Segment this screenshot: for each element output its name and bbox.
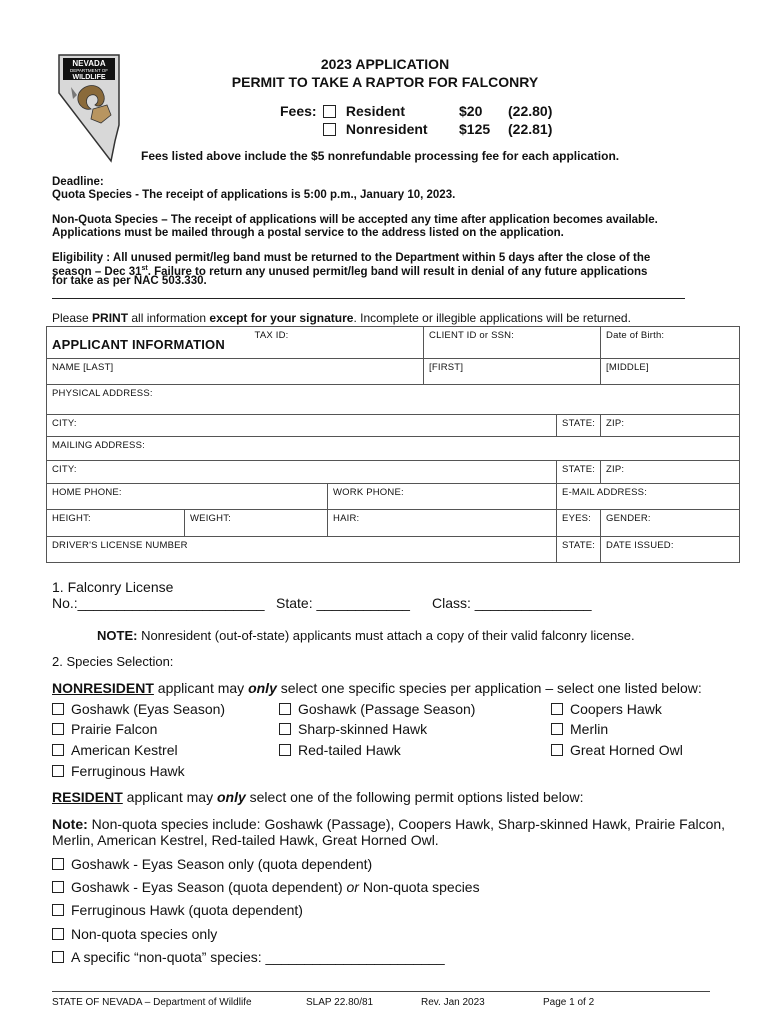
divider [52, 298, 685, 299]
option-goshawk-eyas-or-nonquota[interactable]: Goshawk - Eyas Season (quota dependent) or Non-quota species [52, 879, 480, 895]
checkbox[interactable] [52, 744, 64, 756]
eligibility-line-1: Eligibility : All unused permit/leg band must be returned to the Department within 5 days after the close of the [52, 252, 651, 264]
eyes-field[interactable]: EYES: [557, 510, 601, 537]
name-last-field[interactable]: NAME [LAST] [47, 359, 424, 385]
checkbox[interactable] [52, 703, 64, 715]
license-state-field[interactable]: STATE: [557, 537, 601, 563]
option-goshawk-eyas-only[interactable]: Goshawk - Eyas Season only (quota dependent) [52, 856, 372, 872]
species-great-horned-owl[interactable]: Great Horned Owl [551, 742, 683, 758]
dob-field[interactable]: Date of Birth: [601, 327, 740, 359]
checkbox[interactable] [52, 951, 64, 963]
mailing-address-field[interactable]: MAILING ADDRESS: [47, 437, 740, 461]
checkbox[interactable] [52, 928, 64, 940]
client-id-field[interactable]: CLIENT ID or SSN: [424, 327, 601, 359]
name-middle-field[interactable]: [MIDDLE] [601, 359, 740, 385]
species-merlin[interactable]: Merlin [551, 721, 608, 737]
fees-note: Fees listed above include the $5 nonrefundable processing fee for each application. [141, 149, 620, 163]
checkbox[interactable] [551, 703, 563, 715]
license-class-line[interactable]: Class: _______________ [432, 595, 592, 611]
physical-zip-field[interactable]: ZIP: [601, 415, 740, 437]
checkbox[interactable] [52, 765, 64, 777]
species-american-kestrel[interactable]: American Kestrel [52, 742, 178, 758]
mailing-city-field[interactable]: CITY: [47, 461, 557, 484]
applicant-information-form [46, 326, 740, 563]
checkbox[interactable] [279, 723, 291, 735]
print-instructions: Please PRINT all information except for your signature. Incomplete or illegible applications will be returned. [52, 311, 631, 325]
name-first-field[interactable]: [FIRST] [424, 359, 601, 385]
species-red-tailed-hawk[interactable]: Red-tailed Hawk [279, 742, 401, 758]
nonresident-instructions: NONRESIDENT applicant may only select one specific species per application – select one listed below: [52, 680, 702, 696]
logo-text-wildlife: WILDLIFE [72, 74, 106, 81]
species-goshawk-passage[interactable]: Goshawk (Passage Season) [279, 701, 475, 717]
mailing-state-field[interactable]: STATE: [557, 461, 601, 484]
nonresident-license-note: NOTE: Nonresident (out-of-state) applicants must attach a copy of their valid falconry license. [97, 628, 635, 643]
logo-text-dept: DEPARTMENT OF [69, 68, 109, 73]
date-issued-field[interactable]: DATE ISSUED: [601, 537, 740, 563]
footer-rule [52, 991, 710, 992]
footer-page: Page 1 of 2 [543, 997, 595, 1008]
physical-city-field[interactable]: CITY: [47, 415, 557, 437]
gender-field[interactable]: GENDER: [601, 510, 740, 537]
resident-price: $20 [459, 103, 483, 119]
title-line-1: 2023 APPLICATION [320, 56, 450, 72]
checkbox[interactable] [52, 723, 64, 735]
physical-address-field[interactable]: PHYSICAL ADDRESS: [47, 385, 740, 415]
license-number-field[interactable]: No.:________________________ [52, 595, 265, 611]
checkbox[interactable] [52, 858, 64, 870]
resident-label: Resident [345, 103, 406, 119]
species-coopers-hawk[interactable]: Coopers Hawk [551, 701, 662, 717]
resident-code: (22.80) [508, 103, 553, 119]
mailing-zip-field[interactable]: ZIP: [601, 461, 740, 484]
footer-agency: STATE OF NEVADA – Department of Wildlife [52, 997, 252, 1008]
option-ferruginous-hawk[interactable]: Ferruginous Hawk (quota dependent) [52, 902, 303, 918]
drivers-license-field[interactable]: DRIVER'S LICENSE NUMBER [47, 537, 557, 563]
hair-field[interactable]: HAIR: [328, 510, 557, 537]
work-phone-field[interactable]: WORK PHONE: [328, 484, 557, 510]
tax-id-field[interactable]: TAX ID: [250, 327, 424, 359]
deadline-nonquota-2: Applications must be mailed through a postal service to the address listed on the application. [52, 227, 564, 239]
fees-label: Fees: [280, 103, 317, 119]
resident-instructions: RESIDENT applicant may only select one of the following permit options listed below: [52, 789, 584, 805]
nonresident-checkbox[interactable] [323, 123, 336, 136]
section-title: APPLICANT INFORMATION [47, 327, 250, 359]
resident-checkbox[interactable] [323, 105, 336, 118]
species-ferruginous-hawk[interactable]: Ferruginous Hawk [52, 763, 185, 779]
title-line-2: PERMIT TO TAKE A RAPTOR FOR FALCONRY [231, 74, 539, 90]
eligibility-line-3: for take as per NAC 503.330. [52, 275, 207, 287]
option-specific-non-quota[interactable]: A specific “non-quota” species: _______________________ [52, 949, 445, 965]
falconry-license-label: 1. Falconry License [52, 579, 174, 595]
footer-revision: Rev. Jan 2023 [421, 997, 485, 1008]
home-phone-field[interactable]: HOME PHONE: [47, 484, 328, 510]
checkbox[interactable] [52, 881, 64, 893]
height-field[interactable]: HEIGHT: [47, 510, 185, 537]
license-state-line[interactable]: State: ____________ [276, 595, 410, 611]
checkbox[interactable] [52, 904, 64, 916]
checkbox[interactable] [279, 703, 291, 715]
checkbox[interactable] [279, 744, 291, 756]
footer-form-number: SLAP 22.80/81 [306, 997, 374, 1008]
email-field[interactable]: E-MAIL ADDRESS: [557, 484, 740, 510]
checkbox[interactable] [551, 723, 563, 735]
species-goshawk-eyas[interactable]: Goshawk (Eyas Season) [52, 701, 225, 717]
weight-field[interactable]: WEIGHT: [185, 510, 328, 537]
fee-option-resident[interactable] [323, 103, 405, 119]
nonresident-code: (22.81) [508, 121, 553, 137]
species-sharp-skinned-hawk[interactable]: Sharp-skinned Hawk [279, 721, 427, 737]
fee-option-nonresident[interactable] [323, 121, 428, 137]
nonresident-price: $125 [459, 121, 491, 137]
species-selection-label: 2. Species Selection: [52, 654, 174, 669]
nonresident-label: Nonresident [345, 121, 428, 137]
eligibility-line-2: season – Dec 31st. Failure to return any unused permit/leg band will result in denial of any future applications [52, 265, 648, 278]
option-non-quota-only[interactable]: Non-quota species only [52, 926, 217, 942]
deadline-heading: Deadline: [52, 176, 104, 188]
deadline-nonquota-1: Non-Quota Species – The receipt of applications will be accepted any time after application becomes available. [52, 214, 658, 226]
logo-text-nevada: NEVADA [72, 59, 106, 68]
non-quota-note: Note: Non-quota species include: Goshawk (Passage), Coopers Hawk, Sharp-skinned Hawk, Prairie Falcon, Merlin, American Kestrel, Red-tailed Hawk, Great Horned Owl. [52, 816, 726, 848]
physical-state-field[interactable]: STATE: [557, 415, 601, 437]
deadline-quota: Quota Species - The receipt of applications is 5:00 p.m., January 10, 2023. [52, 189, 456, 201]
checkbox[interactable] [551, 744, 563, 756]
species-prairie-falcon[interactable]: Prairie Falcon [52, 721, 157, 737]
